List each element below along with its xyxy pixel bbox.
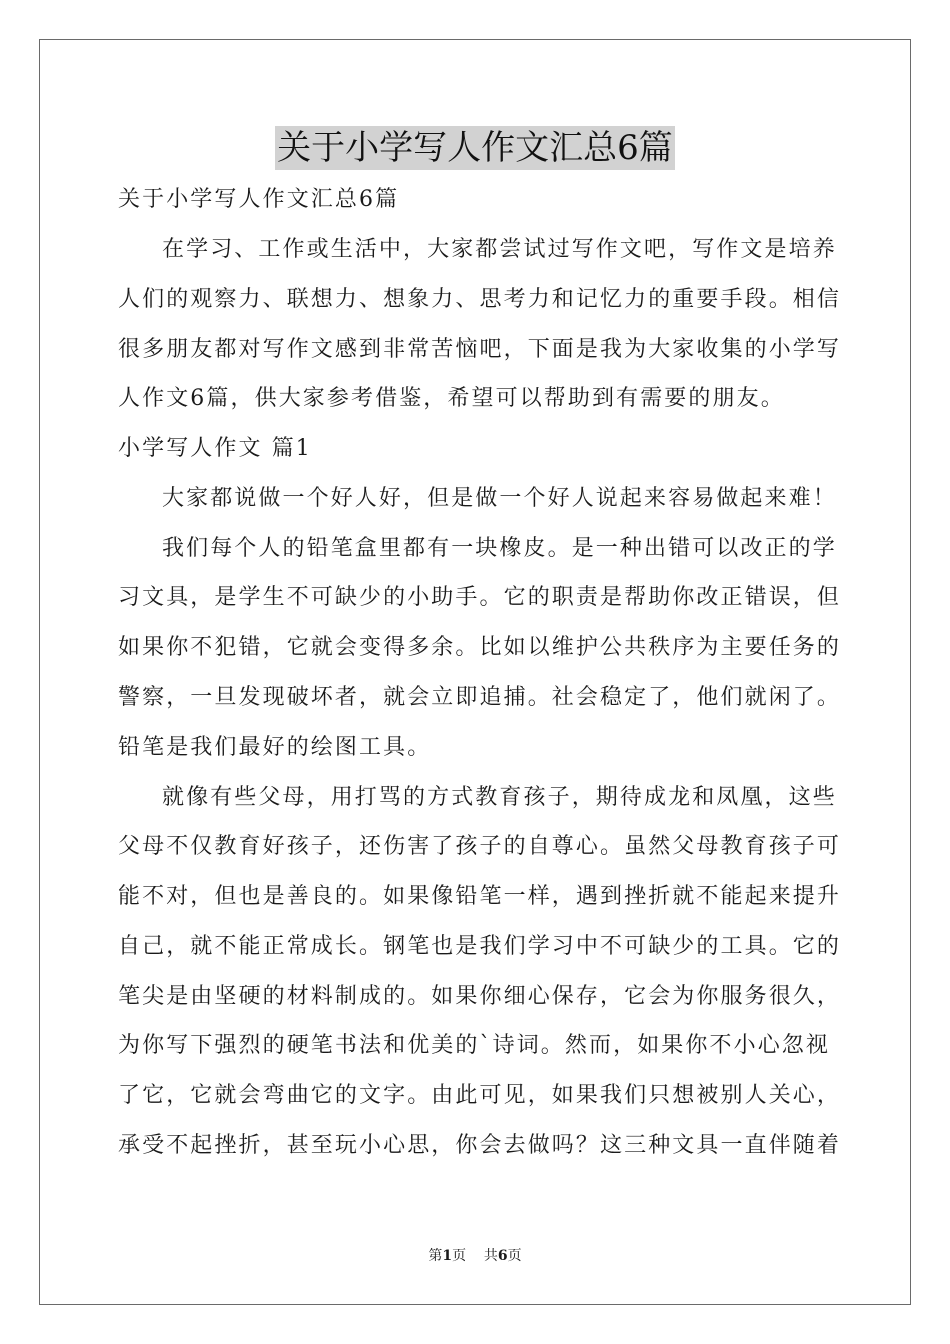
document-title: 关于小学写人作文汇总6篇 xyxy=(277,128,673,168)
document-subtitle: 关于小学写人作文汇总6篇 xyxy=(118,187,400,212)
paragraph-line: 人们的观察力、联想力、想象力、思考力和记忆力的重要手段。相信 xyxy=(118,287,842,312)
title-container xyxy=(0,126,950,170)
footer-page-suffix: 页 xyxy=(452,1248,467,1264)
paragraph-line: 在学习、工作或生活中，大家都尝试过写作文吧，写作文是培养 xyxy=(162,237,837,262)
paragraph-line: 习文具，是学生不可缺少的小助手。它的职责是帮助你改正错误，但 xyxy=(118,585,842,610)
paragraph-line: 警察，一旦发现破坏者，就会立即追捕。社会稳定了，他们就闲了。 xyxy=(118,685,842,710)
footer-total-prefix: 共 xyxy=(483,1248,498,1264)
paragraph-line: 承受不起挫折，甚至玩小心思，你会去做吗？这三种文具一直伴随着 xyxy=(118,1133,842,1158)
paragraph-line: 我们每个人的铅笔盒里都有一块橡皮。是一种出错可以改正的学 xyxy=(162,536,837,561)
page-footer xyxy=(0,1247,950,1265)
paragraph-line: 为你写下强烈的硬笔书法和优美的`诗词。然而，如果你不小心忽视 xyxy=(118,1033,831,1058)
page-border xyxy=(39,39,911,1305)
footer-page-prefix: 第 xyxy=(428,1248,443,1264)
paragraph-line: 就像有些父母，用打骂的方式教育孩子，期待成龙和凤凰，这些 xyxy=(162,785,837,810)
section-heading: 小学写人作文 篇1 xyxy=(118,436,312,461)
footer-page-number: 1 xyxy=(442,1248,453,1264)
paragraph-line: 父母不仅教育好孩子，还伤害了孩子的自尊心。虽然父母教育孩子可 xyxy=(118,834,842,859)
paragraph-line: 能不对，但也是善良的。如果像铅笔一样，遇到挫折就不能起来提升 xyxy=(118,884,842,909)
paragraph-line: 大家都说做一个好人好，但是做一个好人说起来容易做起来难！ xyxy=(162,486,837,511)
footer-total-suffix: 页 xyxy=(507,1248,522,1264)
paragraph-line: 人作文6篇，供大家参考借鉴，希望可以帮助到有需要的朋友。 xyxy=(118,386,785,411)
paragraph-line: 铅笔是我们最好的绘图工具。 xyxy=(118,735,432,760)
paragraph-line: 笔尖是由坚硬的材料制成的。如果你细心保存，它会为你服务很久， xyxy=(118,984,842,1009)
paragraph-line: 如果你不犯错，它就会变得多余。比如以维护公共秩序为主要任务的 xyxy=(118,635,842,660)
paragraph-line: 了它，它就会弯曲它的文字。由此可见，如果我们只想被别人关心， xyxy=(118,1083,842,1108)
paragraph-line: 很多朋友都对写作文感到非常苦恼吧，下面是我为大家收集的小学写 xyxy=(118,337,842,362)
footer-total-number: 6 xyxy=(497,1248,508,1264)
paragraph-line: 自己，就不能正常成长。钢笔也是我们学习中不可缺少的工具。它的 xyxy=(118,934,842,959)
